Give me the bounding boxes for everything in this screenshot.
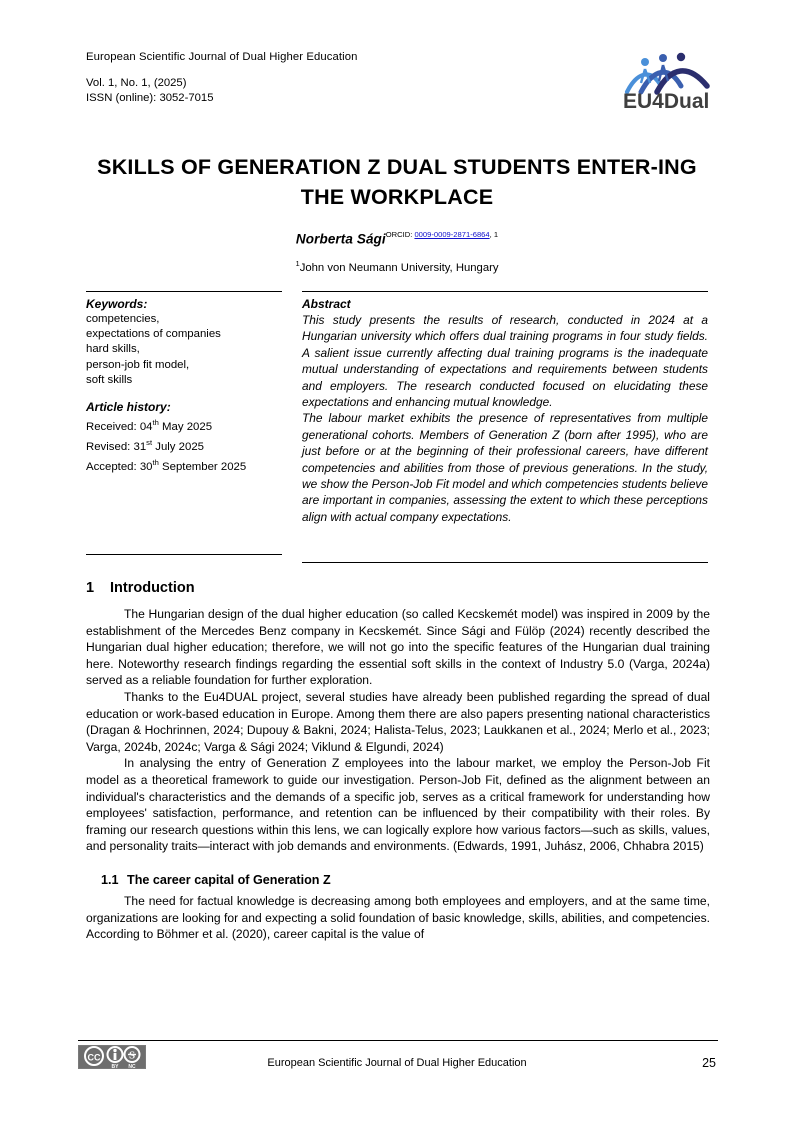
history-accepted-sup: th xyxy=(152,458,159,468)
paragraph-intro-2: Thanks to the Eu4DUAL project, several studies have already been published regarding the spread of dual education or work-based education in Europe. Among them there are also papers presenting national characteristics (Dragan & Hochrinnen, 2024; Dupouy & Bakni, 2024; Halista-Telus, 2023; Laukkanen et al., 2024; Merlo et al., 2023; Varga, 2024b, 2024c; Varga & Sági 2024; Viklund & Elgundi, 2024) xyxy=(86,689,710,754)
affiliation-text: John von Neumann University, Hungary xyxy=(299,261,499,274)
body-content xyxy=(86,578,710,943)
history-revised-sup: st xyxy=(146,438,153,448)
history-accepted-rest: September 2025 xyxy=(158,460,247,473)
subsection-heading-career-capital xyxy=(101,871,710,889)
article-history-list xyxy=(86,415,282,475)
author-affiliation xyxy=(86,259,708,274)
author-block xyxy=(86,230,708,248)
title-block xyxy=(86,152,708,212)
journal-name: European Scientific Journal of Dual Higher Education xyxy=(86,51,358,63)
history-received-sup: th xyxy=(152,418,159,428)
keywords-list xyxy=(86,312,282,388)
section-heading-introduction xyxy=(86,578,710,598)
abstract-paragraph-2: The labour market exhibits the presence of representatives from multiple generational cohorts. Members of Generation Z (born after 1995), who are just before or at the beginning of their professional careers, have different competencies and abilities from those of previous generations. In the study, we show the Person-Job Fit model and which competencies students believe are important in companies, assessing the extent to which these perceptions align with actual company expectations. xyxy=(302,411,708,524)
abstract-heading: Abstract xyxy=(302,297,351,311)
page-title: SKILLS OF GENERATION Z DUAL STUDENTS ENTER-ING THE WORKPLACE xyxy=(97,155,697,209)
keyword-item: person-job fit model, xyxy=(86,358,190,371)
orcid-suffix: , 1 xyxy=(489,230,499,239)
footer-journal-name: European Scientific Journal of Dual Higher Education xyxy=(267,1057,527,1069)
keyword-item: expectations of companies xyxy=(86,328,221,341)
history-revised xyxy=(86,435,282,455)
keywords-heading: Keywords: xyxy=(86,297,148,311)
orcid-link[interactable]: 0009-0009-2871-6864 xyxy=(414,230,490,239)
article-history-heading: Article history: xyxy=(86,400,171,415)
eu4dual-logo xyxy=(621,50,719,112)
abstract-column xyxy=(302,291,708,563)
keyword-item: hard skills, xyxy=(86,343,140,356)
masthead xyxy=(86,50,606,106)
paragraph-intro-1: The Hungarian design of the dual higher education (so called Kecskemét model) was inspired in 2009 by the establishment of the Mercedes Benz company in Kecskemét. Since Sági and Fülöp (2024) recently described the Hungarian dual higher education; therefore, we will not go into the specific features of the Hungarian dual training here. Noteworthy research findings regarding the essential soft skills in the context of Industry 5.0 (Varga, 2024a) served as a reliable foundation for further exploration. xyxy=(86,607,710,688)
issue-line: Vol. 1, No. 1, (2025) xyxy=(86,77,187,89)
logo-figures xyxy=(627,53,707,92)
orcid-annotation xyxy=(386,230,498,239)
author-name: Norberta Sági xyxy=(295,231,386,247)
affiliation-marker: 1 xyxy=(295,259,300,268)
keyword-item: competencies, xyxy=(86,313,160,325)
history-revised-rest: July 2025 xyxy=(152,440,205,453)
history-received-rest: May 2025 xyxy=(158,420,213,433)
section-title: Introduction xyxy=(110,580,195,596)
svg-text:BY: BY xyxy=(111,1064,119,1069)
history-received xyxy=(86,415,282,435)
history-accepted-label: Accepted: 30 xyxy=(86,460,153,473)
paragraph-intro-3: In analysing the entry of Generation Z employees into the labour market, we employ the Person-Job Fit model as a theoretical framework to guide our investigation. Person-Job Fit, defined as the alignment between an individual's characteristics and the demands of a specific job, serves as a critical framework for understanding how employees' satisfaction, performance, and retention can be influenced by their compatibility with their roles. By framing our research questions within this lens, we can logically explore how various factors—such as skills, values, and personality traits—interact with job demands and environments. (Edwards, 1991, Juhász, 2006, Chhabra 2015) xyxy=(86,756,710,854)
svg-text:CC: CC xyxy=(87,1052,101,1063)
history-accepted xyxy=(86,455,282,475)
logo-wordmark: EU4Dual xyxy=(623,90,710,112)
page-number: 25 xyxy=(702,1056,716,1070)
history-received-label: Received: 04 xyxy=(86,420,153,433)
section-number: 1 xyxy=(86,580,95,596)
issn-line: ISSN (online): 3052-7015 xyxy=(86,92,214,104)
orcid-label: ORCID: xyxy=(385,230,413,239)
subsection-number: 1.1 xyxy=(101,872,119,887)
keywords-column xyxy=(86,291,282,555)
abstract-paragraph-1: This study presents the results of research, conducted in 2024 at a Hungarian university which offers dual training programs in four study fields. A salient issue currently affecting dual training programs is the inadequate mutual understanding of expectations and requirements between students and employers. The research conducted focused on elucidating these expectations and enhancing mutual knowledge. xyxy=(302,313,708,410)
paragraph-sub1-1: The need for factual knowledge is decreasing among both employees and employers, and at the same time, organizations are looking for and expecting a solid foundation of basic knowledge, skills, abilities, and competencies. According to Böhmer et al. (2020), career capital is the value of xyxy=(86,893,710,942)
svg-text:NC: NC xyxy=(128,1064,136,1069)
keyword-item: soft skills xyxy=(86,373,133,386)
history-revised-label: Revised: 31 xyxy=(86,440,147,453)
footer-divider xyxy=(78,1040,718,1041)
svg-text:S: S xyxy=(128,1049,136,1062)
subsection-title: The career capital of Generation Z xyxy=(127,872,331,887)
